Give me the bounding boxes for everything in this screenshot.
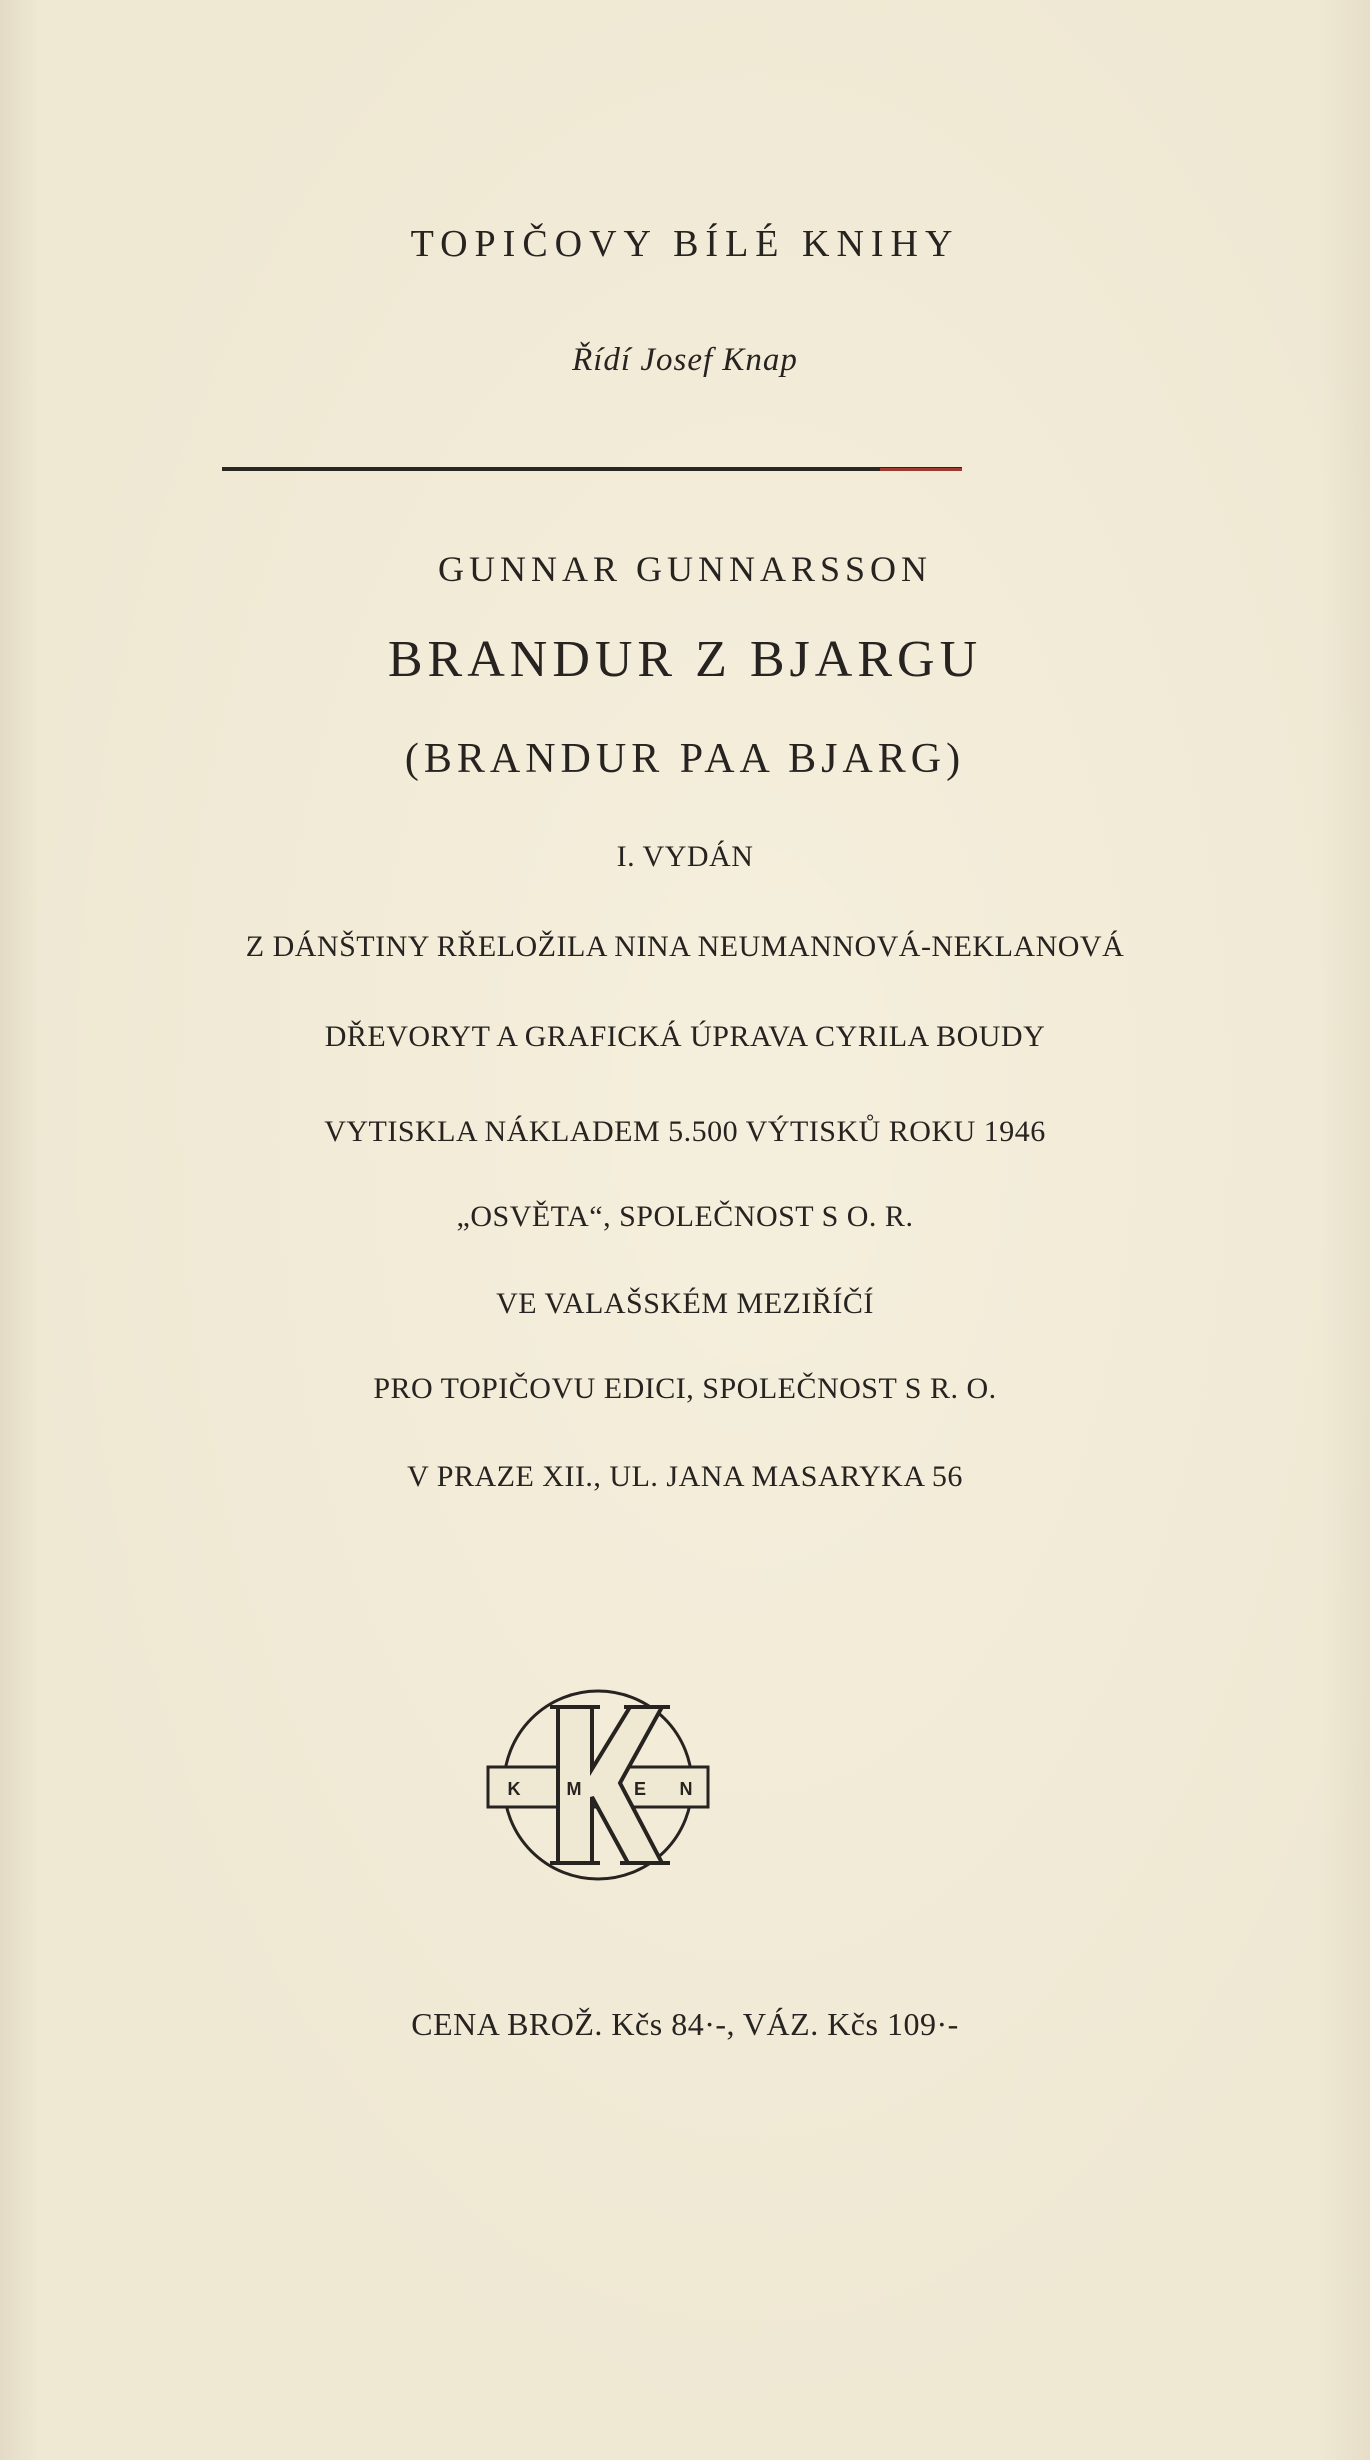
place-line: VE VALAŠSKÉM MEZIŘÍČÍ: [496, 1287, 874, 1320]
divider-rule: [222, 467, 962, 471]
editor-line: Řídí Josef Knap: [572, 342, 798, 378]
logo-letter: M: [566, 1779, 582, 1799]
for-edition-line: PRO TOPIČOVU EDICI, SPOLEČNOST S R. O.: [373, 1372, 997, 1405]
book-title: BRANDUR Z BJARGU: [387, 631, 983, 688]
publisher-line: „OSVĚTA“, SPOLEČNOST S O. R.: [456, 1200, 914, 1233]
address-line: V PRAZE XII., UL. JANA MASARYKA 56: [407, 1460, 963, 1493]
kmen-logo-icon: [480, 1685, 716, 1885]
logo-letter: K: [507, 1779, 521, 1799]
original-title: (BRANDUR PAA BJARG): [404, 736, 966, 782]
logo-letter: N: [679, 1779, 693, 1799]
logo-letter: E: [633, 1779, 647, 1799]
print-run-line: VYTISKLA NÁKLADEM 5.500 VÝTISKŮ ROKU 1946: [324, 1115, 1046, 1148]
series-title: TOPIČOVY BÍLÉ KNIHY: [410, 223, 960, 265]
divider-rule-accent: [880, 468, 962, 471]
woodcut-line: DŘEVORYT A GRAFICKÁ ÚPRAVA CYRILA BOUDY: [324, 1020, 1046, 1053]
price-line: CENA BROŽ. Kčs 84·-, VÁZ. Kčs 109·-: [411, 2006, 959, 2042]
author-name: GUNNAR GUNNARSSON: [437, 549, 933, 589]
edition-line: I. VYDÁN: [616, 840, 754, 873]
translator-line: Z DÁNŠTINY RŘELOŽILA NINA NEUMANNOVÁ-NEKLANOVÁ: [245, 930, 1125, 963]
